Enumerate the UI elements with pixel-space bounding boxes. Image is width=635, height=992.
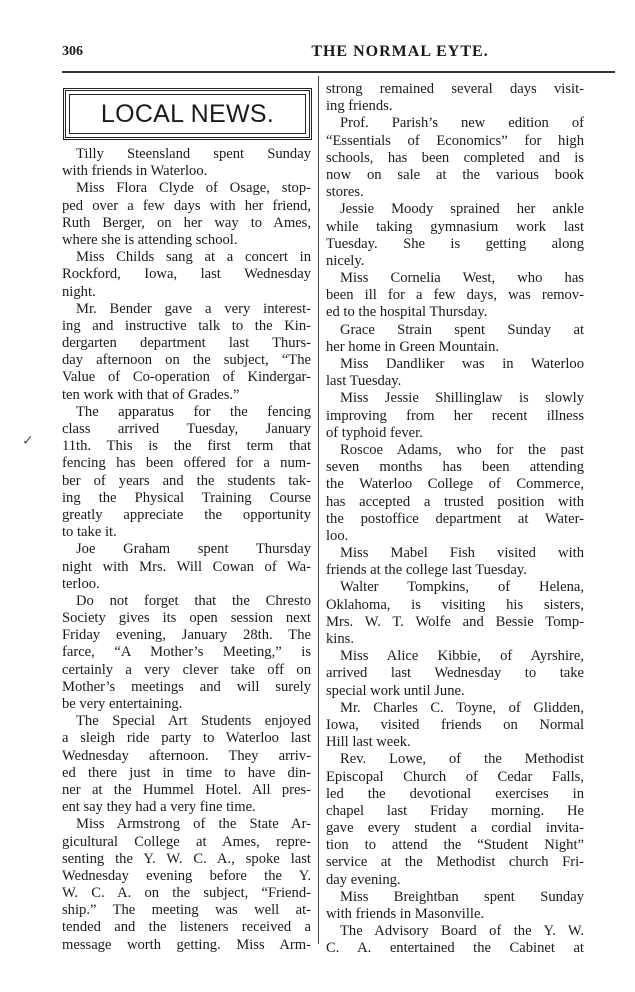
text-line: led the devotional exercises in bbox=[326, 785, 584, 802]
text-line: Episcopal Church of Cedar Falls, bbox=[326, 768, 584, 785]
text-line: nicely. bbox=[326, 252, 365, 269]
text-line: friends at the college last Tuesday. bbox=[326, 562, 527, 579]
text-line: Wednesday afternoon. They arriv- bbox=[62, 747, 311, 764]
text-line: seven months has been attending bbox=[326, 459, 584, 476]
running-title: THE NORMAL EYTE. bbox=[311, 43, 489, 60]
text-line: special work until June. bbox=[326, 682, 465, 699]
text-line: ten work with that of Grades.” bbox=[62, 386, 240, 403]
text-line: The Advisory Board of the Y. W. bbox=[340, 923, 584, 940]
text-line: Miss Dandliker was in Waterloo bbox=[340, 356, 584, 372]
text-line: strong remained several days visit- bbox=[326, 81, 584, 97]
text-line: ent say they had a very fine time. bbox=[62, 799, 256, 816]
news-item bbox=[326, 700, 584, 752]
text-line: Rev. Lowe, of the Methodist bbox=[340, 751, 584, 768]
text-line: loo. bbox=[326, 527, 349, 544]
page-number: 306 bbox=[62, 44, 83, 59]
text-line: the Waterloo College of Commerce, bbox=[326, 476, 584, 493]
text-line: Miss Mabel Fish visited with bbox=[340, 545, 584, 562]
text-line: Wednesday evening before the Y. bbox=[62, 867, 311, 884]
text-line: Friday evening, January 28th. The bbox=[62, 627, 311, 644]
text-line: Miss Childs sang at a concert in bbox=[76, 249, 311, 266]
text-line: W. C. A. on the subject, “Friend- bbox=[62, 885, 311, 902]
text-line: ber of years and the students tak- bbox=[62, 472, 311, 489]
text-line: ship.” The meeting was well at- bbox=[62, 902, 311, 919]
text-line: terloo. bbox=[62, 575, 100, 592]
text-line: dergarten department last Thurs- bbox=[62, 335, 311, 352]
text-line: fencing has been offered for a num- bbox=[62, 455, 311, 472]
text-line: ped over a few days with her friend, bbox=[62, 197, 311, 214]
text-line: Prof. Parish’s new edition of bbox=[340, 115, 584, 132]
text-line: ed there just in time to have din- bbox=[62, 764, 311, 781]
text-line: a sleigh ride party to Waterloo last bbox=[62, 730, 311, 747]
news-item bbox=[326, 356, 584, 390]
text-line: “Essentials of Economics” for high bbox=[326, 132, 584, 149]
news-item bbox=[62, 541, 311, 593]
text-line: her home in Green Mountain. bbox=[326, 338, 500, 355]
text-line: gicultural College at Ames, repre- bbox=[62, 833, 311, 850]
text-line: Roscoe Adams, who for the past bbox=[340, 441, 584, 458]
text-line: with friends in Waterloo. bbox=[62, 163, 208, 180]
news-item bbox=[326, 270, 584, 322]
text-line: Miss Jessie Shillinglaw is slowly bbox=[340, 390, 584, 407]
text-line: tended and the listeners received a bbox=[62, 919, 311, 936]
text-line: arrived last Wednesday to take bbox=[326, 665, 584, 682]
text-line: Jessie Moody sprained her ankle bbox=[340, 201, 584, 218]
text-line: ed to the hospital Thursday. bbox=[326, 304, 488, 321]
news-item bbox=[326, 648, 584, 700]
text-line: Joe Graham spent Thursday bbox=[76, 541, 311, 558]
text-line: Tilly Steensland spent Sunday bbox=[76, 146, 311, 162]
text-line: certainly a very clever take off on bbox=[62, 661, 311, 678]
text-line: class arrived Tuesday, January bbox=[62, 421, 311, 437]
news-item bbox=[62, 146, 311, 180]
column-divider bbox=[318, 76, 319, 944]
text-line: Mr. Charles C. Toyne, of Glidden, bbox=[340, 699, 584, 716]
text-line: Grace Strain spent Sunday at bbox=[340, 321, 584, 338]
text-line: to take it. bbox=[62, 524, 117, 541]
text-line: Oklahoma, is visiting his sisters, bbox=[326, 596, 584, 613]
text-line: ing and instructive talk to the Kin- bbox=[62, 317, 311, 334]
news-item bbox=[326, 115, 584, 201]
news-item bbox=[62, 180, 311, 249]
text-line: day evening. bbox=[326, 871, 401, 888]
text-line: night. bbox=[62, 283, 96, 300]
text-line: be very entertaining. bbox=[62, 696, 183, 712]
text-line: Miss Flora Clyde of Osage, stop- bbox=[76, 180, 311, 197]
text-line: last Tuesday. bbox=[326, 373, 402, 390]
text-line: service at the Methodist church Fri- bbox=[326, 854, 584, 871]
text-line: farce, “A Mother’s Meeting,” is bbox=[62, 644, 311, 661]
text-line: stores. bbox=[326, 184, 364, 201]
text-line: Value of Co-operation of Kindergar- bbox=[62, 369, 311, 386]
news-item bbox=[326, 923, 584, 957]
section-title: LOCAL NEWS. bbox=[100, 99, 275, 128]
text-line: Iowa, visited friends on Normal bbox=[326, 716, 584, 733]
text-line: message worth getting. Miss Arm- bbox=[62, 936, 311, 953]
text-line: with friends in Masonville. bbox=[326, 906, 485, 922]
news-item bbox=[326, 889, 584, 923]
news-item bbox=[326, 442, 584, 545]
news-item bbox=[326, 751, 584, 889]
left-column bbox=[62, 146, 311, 954]
text-line: Mother’s meetings and will surely bbox=[62, 678, 311, 695]
header-rule bbox=[62, 71, 615, 73]
text-line: kins. bbox=[326, 631, 354, 647]
text-line: has accepted a trusted position with bbox=[326, 493, 584, 510]
text-line: Miss Breightban spent Sunday bbox=[340, 888, 584, 905]
news-item bbox=[326, 201, 584, 270]
text-line: Mr. Bender gave a very interest- bbox=[76, 300, 311, 317]
news-item bbox=[326, 390, 584, 442]
text-line: ing the Physical Training Course bbox=[62, 489, 311, 506]
text-line: where she is attending school. bbox=[62, 231, 238, 248]
text-line: chapel last Friday morning. He bbox=[326, 802, 584, 819]
text-line: 11th. This is the first term that bbox=[62, 438, 311, 455]
text-line: now on sale at the various book bbox=[326, 166, 584, 183]
text-line: ner at the Hummel Hotel. All pres- bbox=[62, 781, 311, 798]
text-line: C. A. entertained the Cabinet at bbox=[326, 940, 584, 957]
text-line: The apparatus for the fencing bbox=[76, 403, 311, 420]
text-line: Ruth Berger, on her way to Ames, bbox=[62, 214, 311, 231]
text-line: improving from her recent illness bbox=[326, 407, 584, 424]
news-item bbox=[62, 301, 311, 404]
text-line: night with Mrs. Will Cowan of Wa- bbox=[62, 558, 311, 575]
text-line: Miss Alice Kibbie, of Ayrshire, bbox=[340, 648, 584, 665]
text-line: day afternoon on the subject, “The bbox=[62, 352, 311, 369]
text-line: Hill last week. bbox=[326, 734, 411, 751]
text-line: Tuesday. She is getting along bbox=[326, 235, 584, 252]
news-item bbox=[62, 593, 311, 713]
news-item bbox=[62, 249, 311, 301]
news-item bbox=[326, 545, 584, 579]
text-line: while taking gymnasium work last bbox=[326, 218, 584, 235]
news-item bbox=[326, 81, 584, 115]
text-line: Society gives its open session next bbox=[62, 610, 311, 627]
right-column bbox=[326, 81, 584, 958]
margin-check-mark: ✓ bbox=[22, 434, 34, 449]
text-line: Rockford, Iowa, last Wednesday bbox=[62, 266, 311, 283]
news-item bbox=[62, 816, 311, 954]
news-item bbox=[326, 579, 584, 648]
text-line: been ill for a few days, was remov- bbox=[326, 287, 584, 304]
text-line: The Special Art Students enjoyed bbox=[76, 713, 311, 730]
text-line: greatly appreciate the opportunity bbox=[62, 506, 311, 523]
news-item bbox=[62, 404, 311, 542]
text-line: senting the Y. W. C. A., spoke last bbox=[62, 850, 311, 867]
text-line: gave every student a cordial invita- bbox=[326, 820, 584, 837]
text-line: ing friends. bbox=[326, 98, 393, 115]
text-line: schools, has been completed and is bbox=[326, 149, 584, 166]
text-line: Walter Tompkins, of Helena, bbox=[340, 579, 584, 596]
text-line: Miss Armstrong of the State Ar- bbox=[76, 816, 311, 833]
text-line: Do not forget that the Chresto bbox=[76, 592, 311, 609]
text-line: the postoffice department at Water- bbox=[326, 510, 584, 527]
news-item bbox=[62, 713, 311, 816]
section-title-box bbox=[63, 88, 312, 140]
text-line: of typhoid fever. bbox=[326, 424, 423, 441]
news-item bbox=[326, 322, 584, 356]
text-line: Mrs. W. T. Wolfe and Bessie Tomp- bbox=[326, 613, 584, 630]
text-line: tion to attend the “Student Night” bbox=[326, 837, 584, 854]
text-line: Miss Cornelia West, who has bbox=[340, 270, 584, 287]
